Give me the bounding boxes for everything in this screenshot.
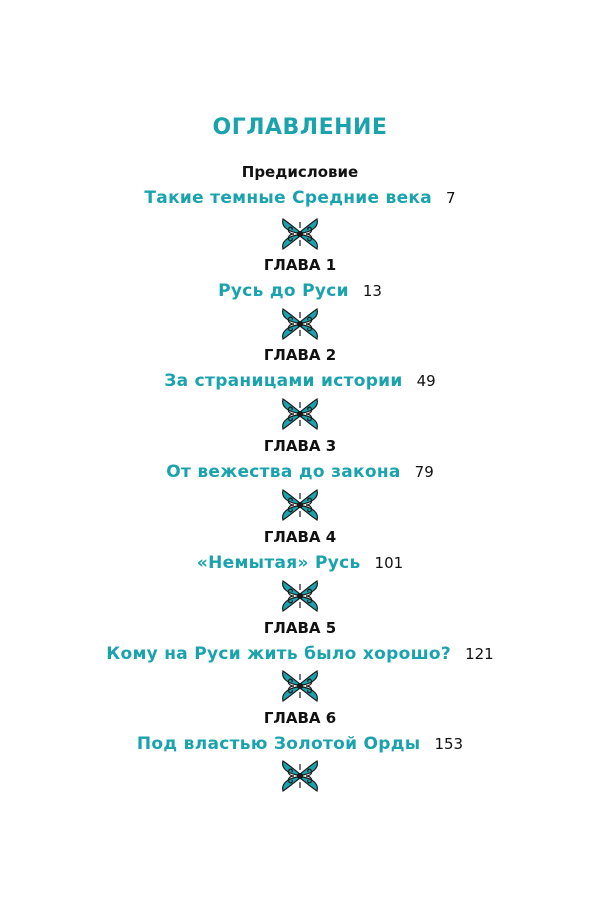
- chapter-line[interactable]: [0, 278, 600, 304]
- toc-entry-chapter-3[interactable]: [0, 436, 600, 485]
- chapter-label: ГЛАВА 1: [263, 256, 337, 274]
- page-number: 121: [465, 645, 494, 663]
- chapter-title[interactable]: «Немытая» Русь: [196, 553, 361, 573]
- toc-entry-chapter-1[interactable]: [0, 255, 600, 304]
- chapter-line[interactable]: [0, 368, 600, 394]
- ornament-icon: [277, 396, 323, 432]
- chapter-label: Предисловие: [241, 163, 359, 181]
- toc-entry-chapter-6[interactable]: [0, 708, 600, 757]
- chapter-line[interactable]: [0, 459, 600, 485]
- page-number: 101: [374, 554, 404, 572]
- chapter-title[interactable]: За страницами истории: [164, 371, 403, 391]
- chapter-line[interactable]: [0, 641, 600, 667]
- ornament-icon: [277, 668, 323, 704]
- toc-entry-chapter-4[interactable]: [0, 527, 600, 576]
- page-number: 153: [434, 735, 464, 753]
- chapter-title[interactable]: Такие темные Средние века: [144, 188, 433, 208]
- chapter-line[interactable]: [0, 185, 600, 211]
- toc-entry-chapter-5[interactable]: [0, 618, 600, 667]
- page-number: 13: [362, 282, 382, 300]
- page-number: 79: [414, 463, 434, 481]
- ornament-icon: [277, 216, 323, 252]
- chapter-label: ГЛАВА 2: [263, 346, 337, 364]
- chapter-title[interactable]: От вежества до закона: [166, 462, 401, 482]
- chapter-line[interactable]: [0, 731, 600, 757]
- toc-entry-preface[interactable]: [0, 162, 600, 211]
- page-number: 7: [446, 189, 456, 207]
- page-number: 49: [416, 372, 436, 390]
- chapter-title[interactable]: Кому на Руси жить было хорошо?: [106, 644, 452, 664]
- chapter-label: ГЛАВА 5: [263, 619, 337, 637]
- chapter-label: ГЛАВА 6: [263, 709, 337, 727]
- chapter-label: ГЛАВА 3: [263, 437, 337, 455]
- ornament-icon: [277, 306, 323, 342]
- toc-entry-chapter-2[interactable]: [0, 345, 600, 394]
- ornament-icon: [277, 758, 323, 794]
- ornament-icon: [277, 578, 323, 614]
- chapter-title[interactable]: Русь до Руси: [218, 281, 349, 301]
- chapter-line[interactable]: [0, 550, 600, 576]
- chapter-title[interactable]: Под властью Золотой Орды: [136, 734, 421, 754]
- page-title: ОГЛАВЛЕНИЕ: [212, 115, 388, 140]
- ornament-icon: [277, 487, 323, 523]
- chapter-label: ГЛАВА 4: [263, 528, 337, 546]
